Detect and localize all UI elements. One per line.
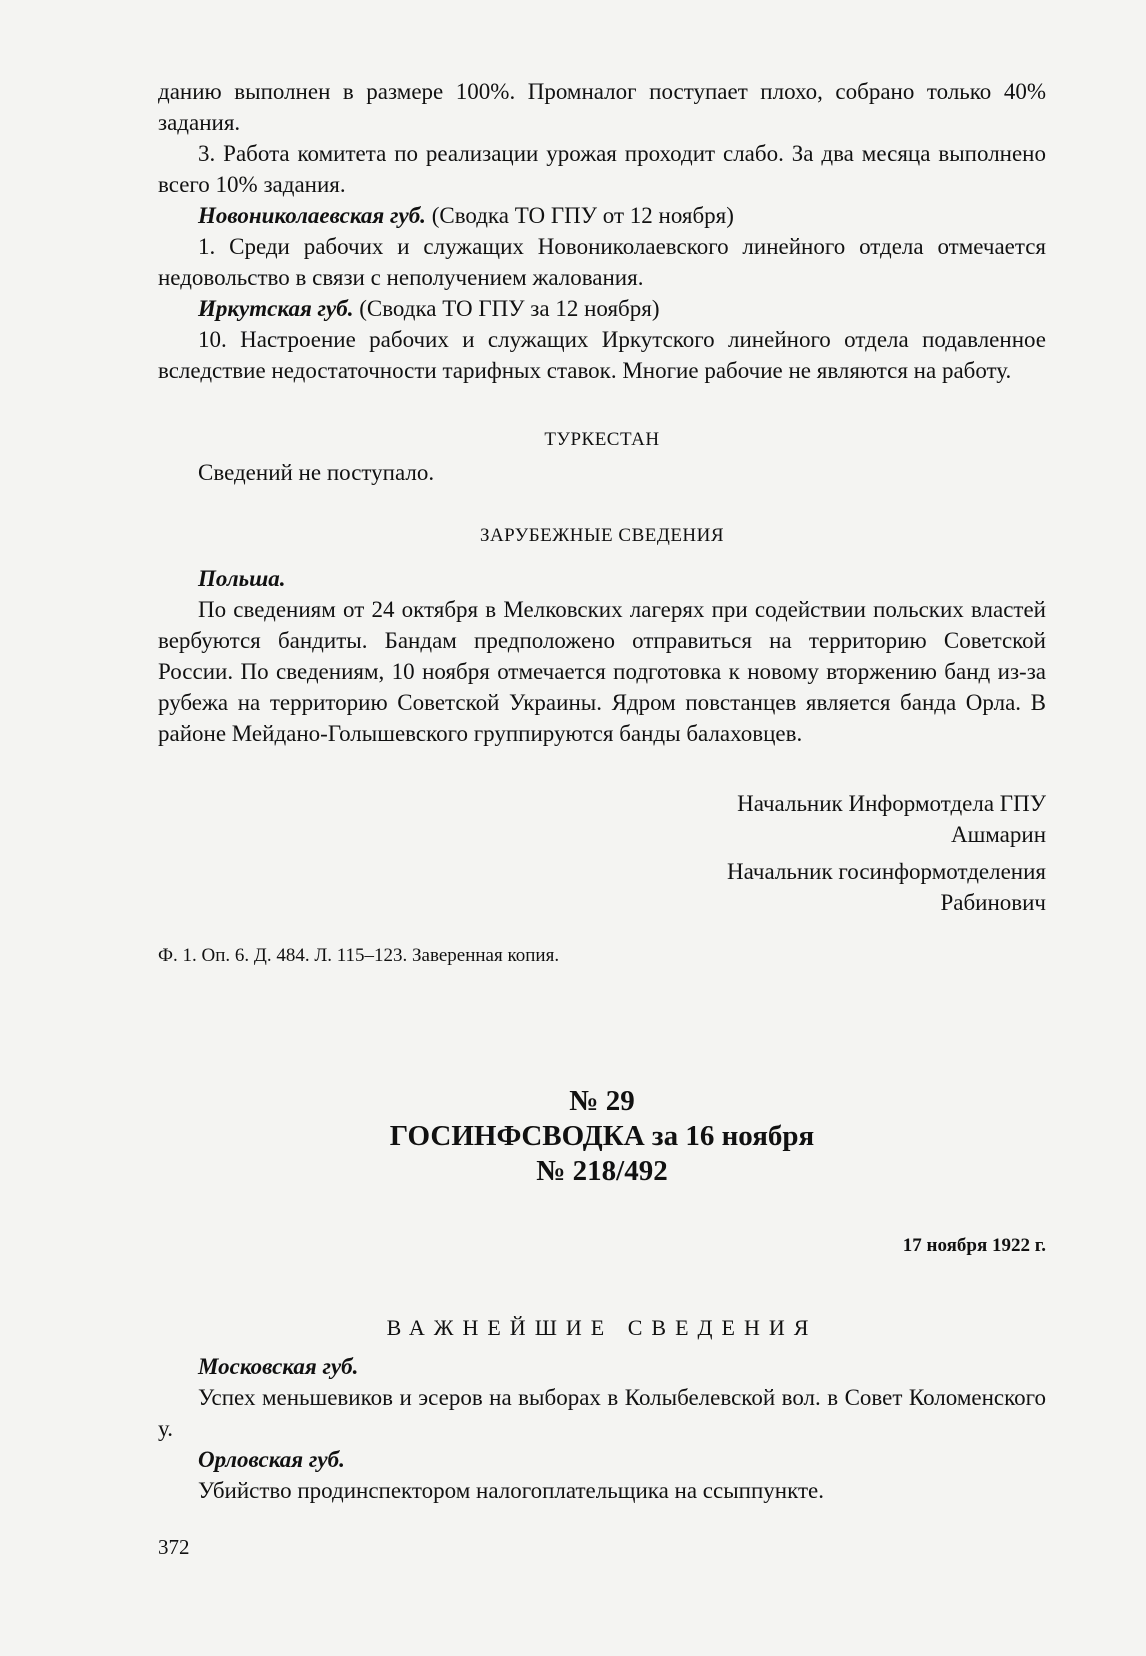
document-date: 17 ноября 1922 г. bbox=[902, 1235, 1046, 1256]
region-line-orel bbox=[158, 1444, 1046, 1475]
orel-text: Убийство продинспектором налогоплательщика на ссыппункте. bbox=[198, 1478, 824, 1503]
region-source: (Сводка ТО ГПУ за 12 ноября) bbox=[353, 296, 660, 321]
paragraph-item-3: 3. Работа комитета по реализации урожая проходит слабо. За два месяца выполнено всего 10% задания. bbox=[158, 141, 1046, 197]
region-name: Московская губ. bbox=[198, 1354, 359, 1379]
signature-title-2: Начальник госинформотделения bbox=[727, 859, 1046, 884]
document-title: ГОСИНФСВОДКА за 16 ноября bbox=[389, 1120, 815, 1152]
archive-reference: Ф. 1. Оп. 6. Д. 484. Л. 115–123. Заверенная копия. bbox=[158, 945, 560, 966]
document-header bbox=[158, 1084, 1046, 1189]
irkutsk-text: 10. Настроение рабочих и служащих Иркутского линейного отдела подавленное вследствие недостаточности тарифных ставок. Многие рабочие не являются на работу. bbox=[158, 327, 1046, 383]
document-number: № 29 bbox=[569, 1085, 635, 1117]
region-line-irkutsk bbox=[158, 293, 1046, 324]
region-name: Иркутская губ. bbox=[198, 296, 354, 321]
signature-name-1: Ашмарин bbox=[950, 822, 1046, 847]
foreign-section bbox=[158, 520, 1046, 749]
signature-title-1: Начальник Информотдела ГПУ bbox=[737, 791, 1046, 816]
paragraph-continuation: данию выполнен в размере 100%. Промналог поступает плохо, собрано только 40% задания. bbox=[158, 79, 1046, 135]
novonikolaevsk-text: 1. Среди рабочих и служащих Новониколаевского линейного отдела отмечается недовольство в связи с неполучением жалования. bbox=[158, 234, 1046, 290]
moscow-text: Успех меньшевиков и эсеров на выборах в Колыбелевской вол. в Совет Коломенского у. bbox=[158, 1385, 1046, 1441]
archive-reference-block bbox=[158, 940, 1046, 971]
turkestan-section bbox=[158, 424, 1046, 488]
region-line-moscow bbox=[158, 1351, 1046, 1382]
turkestan-text: Сведений не поступало. bbox=[198, 460, 435, 485]
poland-text: По сведениям от 24 октября в Мелковских лагерях при содействии польских властей вербуются бандиты. Бандам предположено отправиться на территорию Советской России. По сведениям, 10 ноября отмечается подготовка к новому вторжению банд из-за рубежа на территорию Советской Украины. Ядром повстанцев является банда Орла. В районе Мейдано-Голышевского группируются банды балаховцев. bbox=[158, 597, 1046, 746]
important-section bbox=[158, 1312, 1046, 1506]
section-heading-important: ВАЖНЕЙШИЕ СВЕДЕНИЯ bbox=[386, 1315, 818, 1340]
signatures-block bbox=[158, 788, 1046, 918]
region-name: Орловская губ. bbox=[198, 1447, 345, 1472]
top-text-block bbox=[158, 76, 1046, 386]
date-block bbox=[158, 1230, 1046, 1261]
section-heading-foreign: ЗАРУБЕЖНЫЕ СВЕДЕНИЯ bbox=[479, 525, 725, 546]
region-source: (Сводка ТО ГПУ от 12 ноября) bbox=[425, 203, 734, 228]
region-name: Новониколаевская губ. bbox=[198, 203, 426, 228]
region-line-poland bbox=[158, 563, 1046, 594]
section-heading-turkestan: ТУРКЕСТАН bbox=[544, 429, 660, 450]
document-registration-number: № 218/492 bbox=[536, 1155, 668, 1187]
signature-name-2: Рабинович bbox=[940, 890, 1046, 915]
region-name: Польша. bbox=[198, 566, 286, 591]
region-line-novonikolaevsk bbox=[158, 200, 1046, 231]
page-number: 372 bbox=[158, 1535, 190, 1559]
